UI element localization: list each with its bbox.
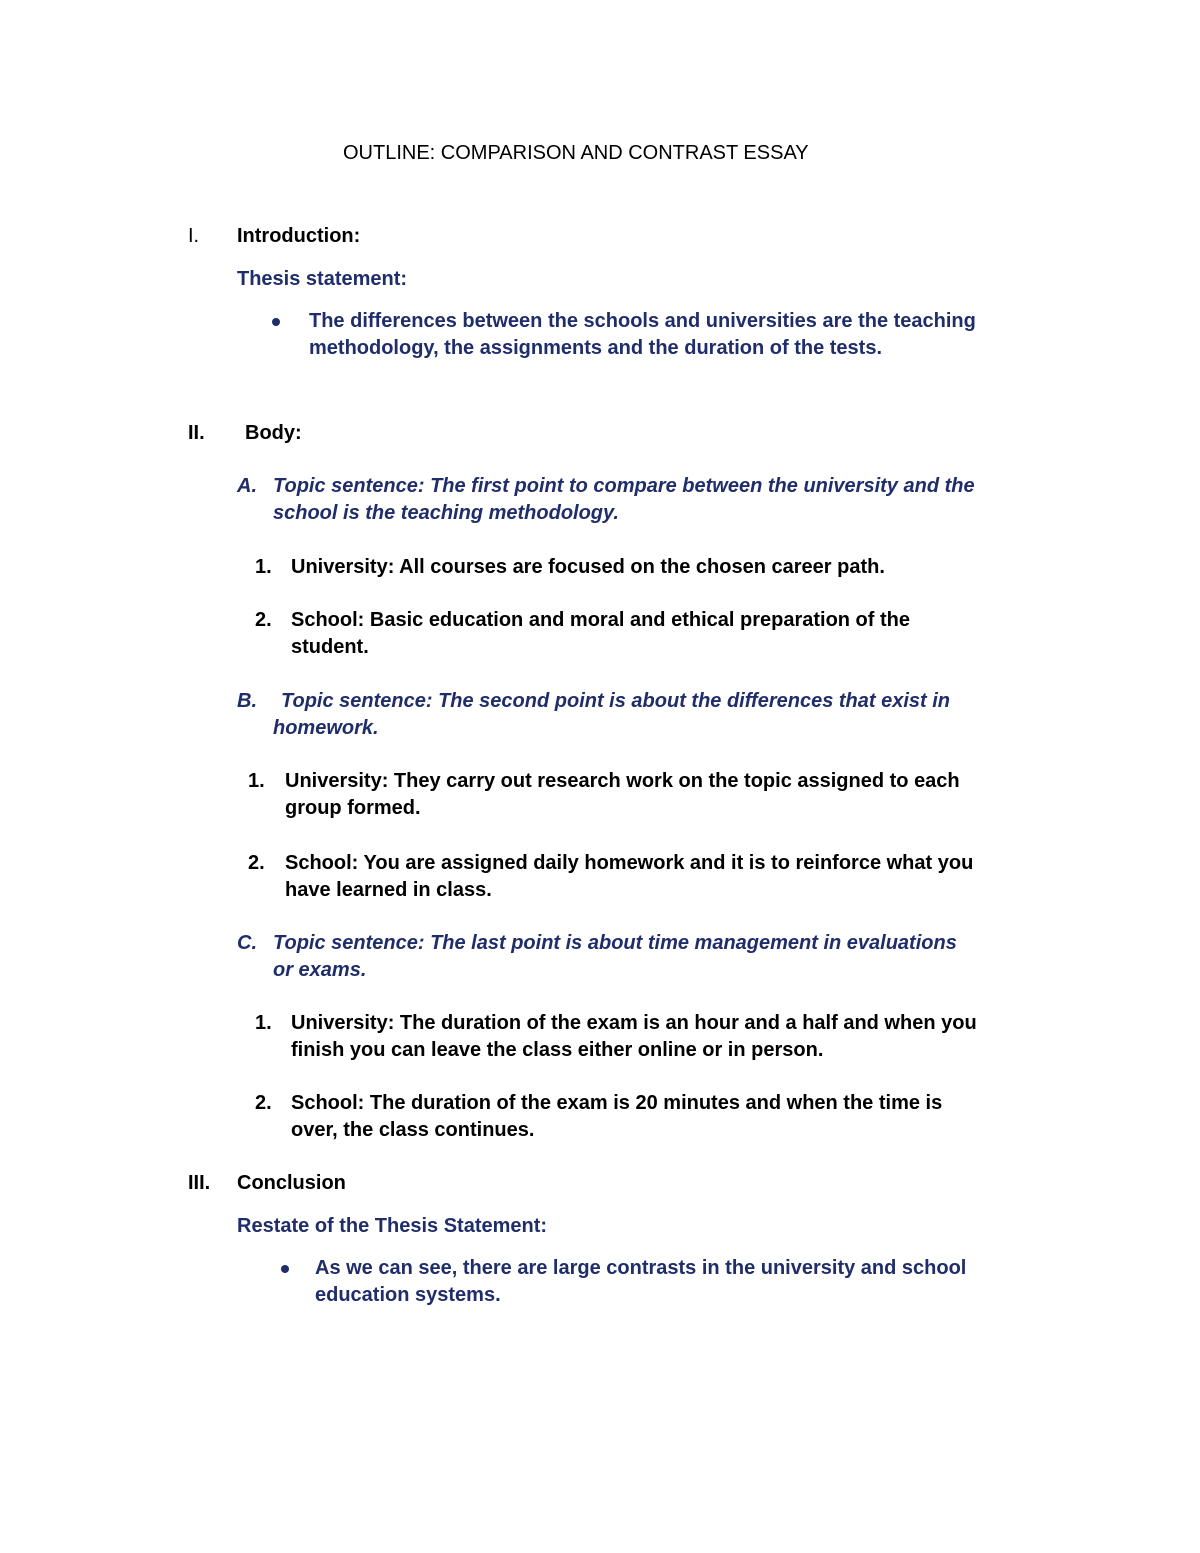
item-c2-line-2: over, the class continues. (291, 1119, 535, 1141)
section-heading-body: Body: (245, 422, 302, 444)
item-number: 2. (255, 609, 272, 631)
item-b2-line-1: School: You are assigned daily homework and it is to reinforce what you (285, 852, 974, 874)
item-number: 1. (255, 556, 272, 578)
topic-letter-c: C. (237, 932, 257, 954)
topic-letter-b: B. (237, 690, 257, 712)
topic-c-line-2: or exams. (273, 959, 367, 981)
item-b1-line-1: University: They carry out research work on the topic assigned to each (285, 770, 960, 792)
section-heading-introduction: Introduction: (237, 225, 361, 247)
item-b1-line-2: group formed. (285, 797, 421, 819)
item-number: 2. (255, 1092, 272, 1114)
topic-b-line-1: Topic sentence: The second point is about the differences that exist in (281, 690, 951, 712)
item-c1-line-1: University: The duration of the exam is an hour and a half and when you (291, 1012, 977, 1034)
item-number: 1. (248, 770, 265, 792)
item-c1-line-2: finish you can leave the class either online or in person. (291, 1039, 824, 1061)
bullet-dot-icon (272, 318, 280, 326)
page-title: OUTLINE: COMPARISON AND CONTRAST ESSAY (343, 142, 809, 164)
topic-a-line-1: Topic sentence: The first point to compare between the university and the (273, 475, 975, 497)
topic-c-line-1: Topic sentence: The last point is about time management in evaluations (273, 932, 957, 954)
section-numeral-1: I. (188, 225, 200, 247)
topic-b-line-2: homework. (273, 717, 379, 739)
item-c2-line-1: School: The duration of the exam is 20 minutes and when the time is (291, 1092, 943, 1114)
section-numeral-3: III. (188, 1172, 211, 1194)
thesis-line-2: methodology, the assignments and the duration of the tests. (309, 337, 883, 359)
section-numeral-2: II. (188, 422, 205, 444)
restate-line-1: As we can see, there are large contrasts in the university and school (315, 1257, 967, 1279)
restate-line-2: education systems. (315, 1284, 501, 1306)
item-number: 1. (255, 1012, 272, 1034)
bullet-dot-icon (281, 1265, 289, 1273)
restate-thesis-label: Restate of the Thesis Statement: (237, 1215, 548, 1237)
topic-a-line-2: school is the teaching methodology. (273, 502, 619, 524)
item-number: 2. (248, 852, 265, 874)
thesis-line-1: The differences between the schools and universities are the teaching (309, 310, 976, 332)
item-a2-line-1: School: Basic education and moral and ethical preparation of the (291, 609, 910, 631)
thesis-statement-label: Thesis statement: (237, 268, 408, 290)
item-b2-line-2: have learned in class. (285, 879, 492, 901)
topic-letter-a: A. (237, 475, 257, 497)
item-a1-line-1: University: All courses are focused on the chosen career path. (291, 556, 885, 578)
section-heading-conclusion: Conclusion (237, 1172, 346, 1194)
item-a2-line-2: student. (291, 636, 369, 658)
